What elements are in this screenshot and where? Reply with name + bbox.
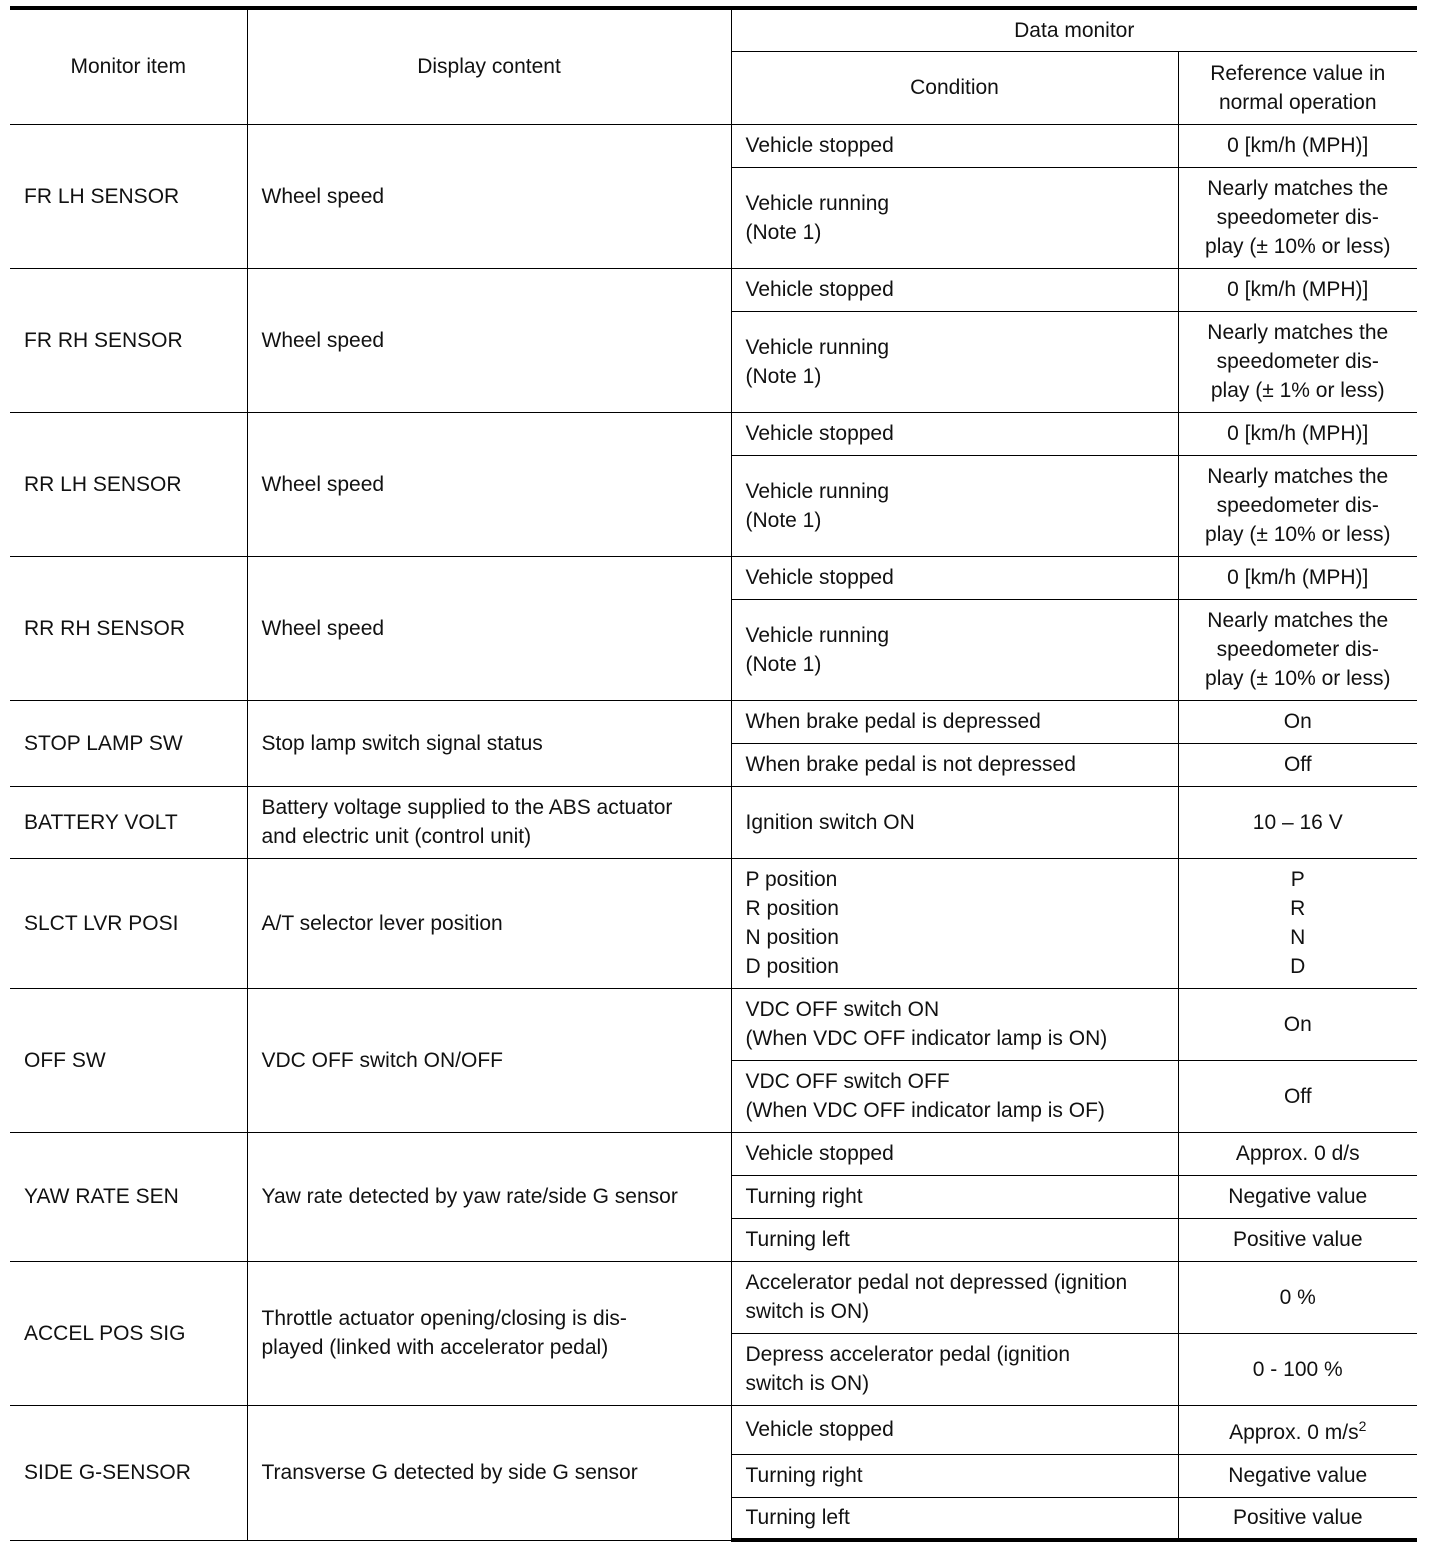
condition-cell [731, 1175, 1178, 1218]
cell-line: When brake pedal is depressed [745, 710, 1041, 733]
reference-value-cell [1178, 167, 1417, 268]
cell-line: 0 [km/h (MPH)] [1227, 566, 1369, 589]
cell-line: Vehicle stopped [745, 1142, 894, 1165]
table-row [10, 1132, 1417, 1175]
cell-line: 0 [km/h (MPH)] [1227, 422, 1369, 445]
cell-line: Wheel speed [261, 328, 385, 352]
condition-cell [731, 988, 1178, 1060]
condition-cell [731, 1454, 1178, 1497]
monitor-item-cell: YAW RATE SEN [10, 1132, 247, 1261]
cell-line: Ignition switch ON [745, 810, 915, 834]
cell-line: Approx. 0 d/s [1235, 1142, 1360, 1165]
value-with-superscript [1193, 1412, 1404, 1447]
cell-line: Stop lamp switch signal status [261, 731, 543, 755]
cell-line: switch is ON) [745, 1372, 870, 1395]
display-content-cell [247, 700, 731, 786]
superscript: 2 [1358, 1418, 1367, 1434]
cell-line: play (± 10% or less) [1205, 523, 1391, 546]
cell-line: switch is ON) [745, 1300, 870, 1323]
cell-line: 0 - 100 % [1252, 1357, 1343, 1381]
display-content-cell [247, 858, 731, 988]
monitor-item-cell: FR LH SENSOR [10, 124, 247, 268]
cell-line: P [1290, 868, 1305, 891]
cell-line: Negative value [1228, 1185, 1368, 1208]
table-row [10, 700, 1417, 743]
display-content-cell [247, 1132, 731, 1261]
cell-line: Positive value [1232, 1506, 1363, 1530]
monitor-item-cell: SIDE G-SENSOR [10, 1405, 247, 1540]
cell-line: play (± 1% or less) [1210, 379, 1385, 402]
cell-line: Battery voltage supplied to the ABS actuator [261, 796, 673, 819]
cell-line: Depress accelerator pedal (ignition [745, 1343, 1071, 1366]
condition-cell [731, 412, 1178, 455]
display-content-cell [247, 786, 731, 858]
cell-line: 0 % [1279, 1285, 1316, 1309]
monitor-item-cell: STOP LAMP SW [10, 700, 247, 786]
display-content-cell [247, 124, 731, 268]
cell-line: VDC OFF switch ON/OFF [261, 1048, 503, 1072]
condition-cell [731, 124, 1178, 167]
cell-line: Yaw rate detected by yaw rate/side G sensor [261, 1185, 678, 1208]
cell-line: play (± 10% or less) [1205, 235, 1391, 258]
cell-line: (Note 1) [745, 652, 822, 676]
reference-value-cell [1178, 599, 1417, 700]
reference-value-cell [1178, 988, 1417, 1060]
cell-line: Negative value [1228, 1464, 1368, 1487]
display-content-cell [247, 988, 731, 1132]
cell-line: Nearly matches the [1207, 177, 1389, 200]
cell-line: Vehicle stopped [745, 1418, 894, 1441]
cell-line: Turning right [745, 1185, 863, 1208]
header-monitor-item: Monitor item [10, 8, 247, 124]
cell-line: Positive value [1232, 1228, 1363, 1251]
cell-line: VDC OFF switch ON [745, 998, 940, 1021]
condition-cell [731, 1132, 1178, 1175]
reference-value-cell [1178, 786, 1417, 858]
header-display-content: Display content [247, 8, 731, 124]
cell-line: (When VDC OFF indicator lamp is ON) [745, 1027, 1108, 1050]
condition-cell [731, 1218, 1178, 1261]
condition-cell [731, 1333, 1178, 1405]
cell-line: speedometer dis- [1216, 350, 1379, 373]
table-row [10, 412, 1417, 455]
cell-line: D [1290, 955, 1306, 978]
monitor-item-cell: ACCEL POS SIG [10, 1261, 247, 1405]
cell-line: (When VDC OFF indicator lamp is OF) [745, 1099, 1105, 1122]
cell-line: Nearly matches the [1207, 321, 1389, 344]
cell-line: P position [745, 868, 838, 891]
cell-line: speedometer dis- [1216, 494, 1379, 517]
reference-value-cell [1178, 1454, 1417, 1497]
reference-value-cell [1178, 1261, 1417, 1333]
cell-line: Nearly matches the [1207, 465, 1389, 488]
cell-line: N [1290, 926, 1306, 949]
condition-cell [731, 311, 1178, 412]
cell-line: Turning right [745, 1464, 863, 1487]
display-content-cell [247, 412, 731, 556]
table-row [10, 988, 1417, 1060]
reference-value-cell [1178, 556, 1417, 599]
condition-cell [731, 1060, 1178, 1132]
condition-cell [731, 743, 1178, 786]
table-row [10, 858, 1417, 988]
table-header [10, 8, 1417, 124]
cell-line: 10 – 16 V [1252, 810, 1343, 834]
reference-value-cell [1178, 1218, 1417, 1261]
cell-line: Turning left [745, 1228, 850, 1251]
display-content-cell [247, 556, 731, 700]
reference-value-cell [1178, 1175, 1417, 1218]
cell-line: Wheel speed [261, 184, 385, 208]
cell-line: 0 [km/h (MPH)] [1227, 278, 1369, 301]
table-row [10, 1261, 1417, 1333]
cell-line: R position [745, 897, 839, 920]
reference-value-cell [1178, 1405, 1417, 1454]
monitor-item-cell: RR LH SENSOR [10, 412, 247, 556]
table-row [10, 556, 1417, 599]
condition-cell [731, 455, 1178, 556]
header-reference-value: Reference value in normal operation [1178, 51, 1417, 124]
monitor-item-cell: SLCT LVR POSI [10, 858, 247, 988]
cell-line: (Note 1) [745, 508, 822, 532]
cell-line: Vehicle stopped [745, 134, 894, 157]
cell-line: Vehicle running [745, 191, 890, 215]
condition-cell [731, 786, 1178, 858]
cell-line: Vehicle stopped [745, 278, 894, 301]
monitor-item-cell: RR RH SENSOR [10, 556, 247, 700]
reference-value-cell [1178, 1132, 1417, 1175]
condition-cell [731, 1261, 1178, 1333]
condition-cell [731, 599, 1178, 700]
cell-line: played (linked with accelerator pedal) [261, 1336, 609, 1359]
data-monitor-sheet [10, 6, 1417, 1541]
monitor-item-cell: OFF SW [10, 988, 247, 1132]
display-content-cell [247, 268, 731, 412]
condition-cell [731, 1497, 1178, 1540]
cell-line: Transverse G detected by side G sensor [261, 1461, 638, 1484]
cell-line: Approx. 0 m/s [1229, 1421, 1359, 1444]
table-body [10, 124, 1417, 1540]
monitor-item-cell: FR RH SENSOR [10, 268, 247, 412]
cell-line: On [1283, 710, 1312, 733]
reference-value-cell [1178, 1060, 1417, 1132]
table-row [10, 124, 1417, 167]
cell-line: Vehicle stopped [745, 422, 894, 445]
condition-cell [731, 700, 1178, 743]
reference-value-cell [1178, 743, 1417, 786]
condition-cell [731, 858, 1178, 988]
cell-line: Turning left [745, 1506, 850, 1530]
reference-value-cell [1178, 455, 1417, 556]
cell-line: speedometer dis- [1216, 638, 1379, 661]
cell-line: (Note 1) [745, 364, 822, 388]
reference-value-cell [1178, 268, 1417, 311]
cell-line: Vehicle running [745, 335, 890, 359]
condition-cell [731, 1405, 1178, 1454]
cell-line: Throttle actuator opening/closing is dis- [261, 1307, 627, 1330]
table-row [10, 1405, 1417, 1454]
table-row [10, 268, 1417, 311]
cell-line: speedometer dis- [1216, 206, 1379, 229]
cell-line: VDC OFF switch OFF [745, 1070, 950, 1093]
reference-value-cell [1178, 124, 1417, 167]
cell-line: Vehicle stopped [745, 566, 894, 589]
cell-line: (Note 1) [745, 220, 822, 244]
reference-value-cell [1178, 1333, 1417, 1405]
cell-line: Vehicle running [745, 623, 890, 647]
cell-line: Vehicle running [745, 479, 890, 503]
cell-line: R [1290, 897, 1306, 920]
table-row [10, 786, 1417, 858]
reference-value-cell [1178, 311, 1417, 412]
condition-cell [731, 268, 1178, 311]
data-monitor-table [10, 6, 1417, 1542]
condition-cell [731, 167, 1178, 268]
cell-line: Wheel speed [261, 472, 385, 496]
cell-line: Nearly matches the [1207, 609, 1389, 632]
cell-line: Off [1283, 1084, 1312, 1108]
cell-line: On [1283, 1012, 1312, 1036]
cell-line: D position [745, 955, 839, 978]
cell-line: N position [745, 926, 839, 949]
reference-value-cell [1178, 700, 1417, 743]
condition-cell [731, 556, 1178, 599]
cell-line: Wheel speed [261, 616, 385, 640]
monitor-item-cell: BATTERY VOLT [10, 786, 247, 858]
cell-line: 0 [km/h (MPH)] [1227, 134, 1369, 157]
reference-value-cell [1178, 858, 1417, 988]
cell-line: When brake pedal is not depressed [745, 753, 1076, 776]
cell-line: Off [1283, 753, 1312, 776]
header-data-monitor: Data monitor [731, 8, 1417, 51]
cell-line: Accelerator pedal not depressed (ignition [745, 1271, 1128, 1294]
cell-line: play (± 10% or less) [1205, 667, 1391, 690]
display-content-cell [247, 1405, 731, 1540]
cell-line: A/T selector lever position [261, 911, 503, 935]
display-content-cell [247, 1261, 731, 1405]
cell-line: and electric unit (control unit) [261, 825, 532, 848]
reference-value-cell [1178, 1497, 1417, 1540]
reference-value-cell [1178, 412, 1417, 455]
header-condition: Condition [731, 51, 1178, 124]
